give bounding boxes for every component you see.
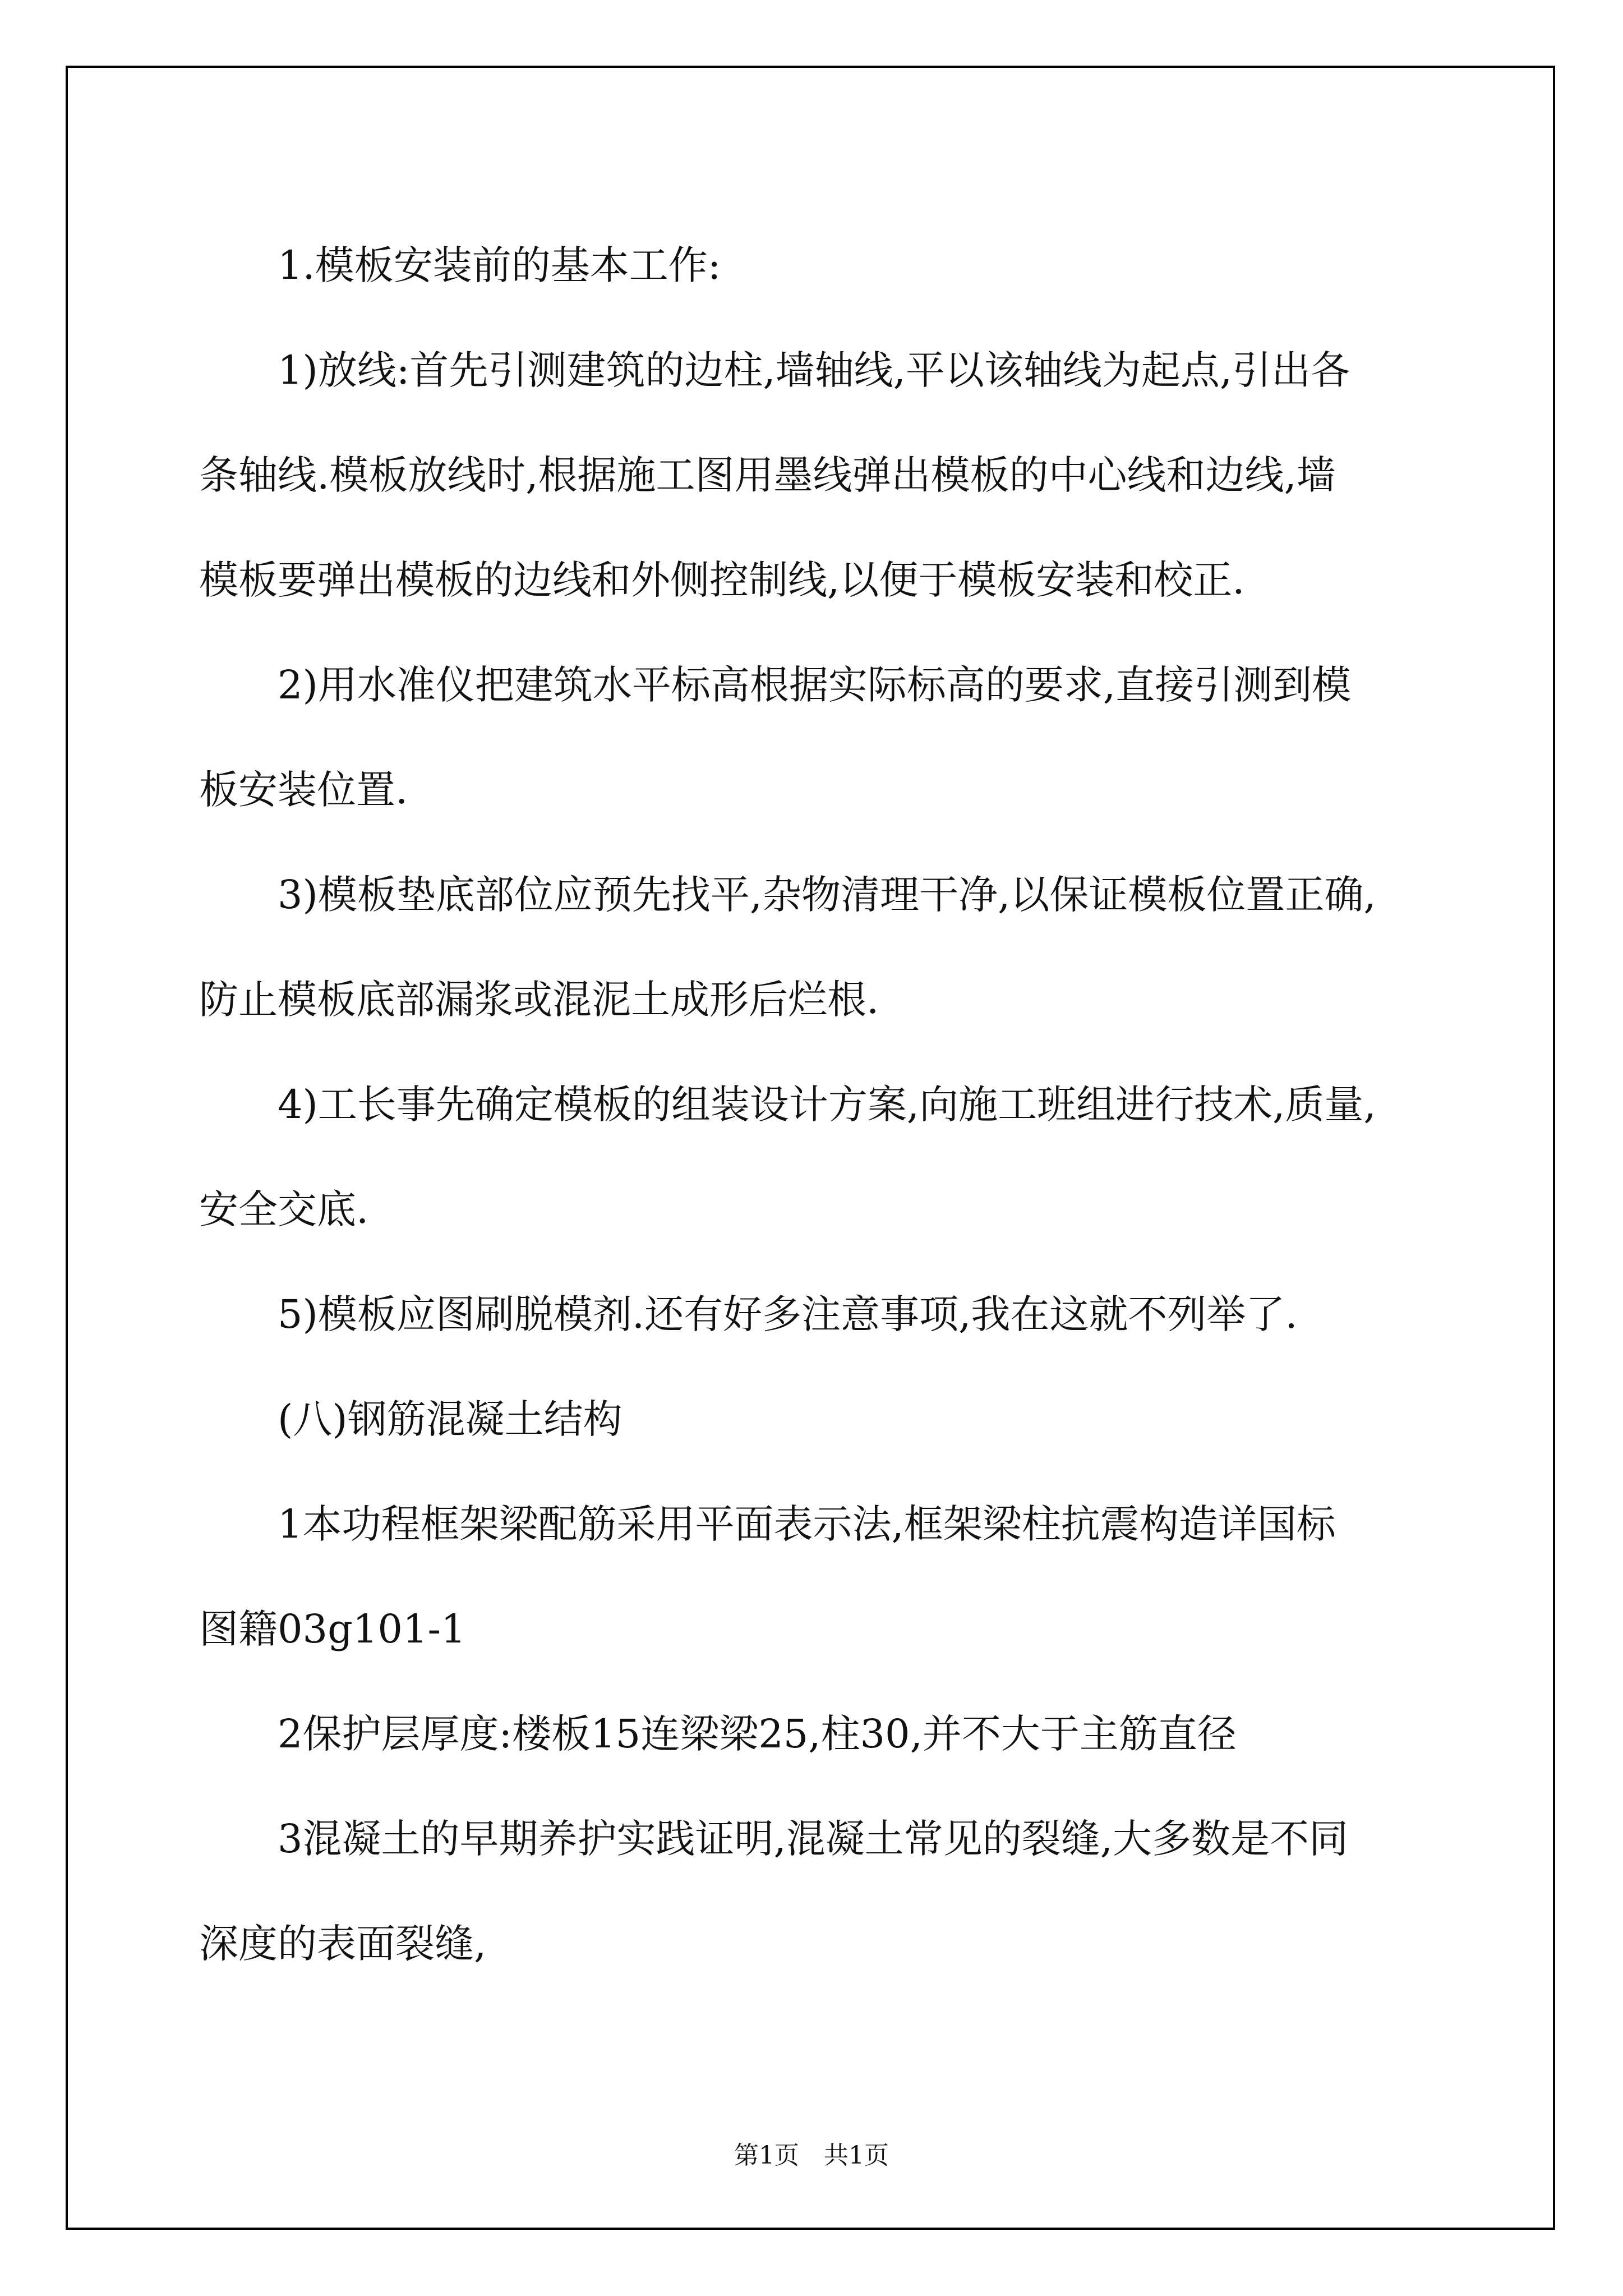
document-line: 2)用水准仪把建筑水平标高根据实际标高的要求,直接引测到模 bbox=[278, 662, 1352, 708]
document-line: 1.模板安装前的基本工作: bbox=[278, 242, 721, 288]
document-line: 板安装位置. bbox=[199, 767, 408, 813]
document-line: 4)工长事先确定模板的组装设计方案,向施工班组进行技术,质量, bbox=[278, 1082, 1376, 1128]
document-line: 图籍03g101-1 bbox=[199, 1606, 466, 1652]
document-body bbox=[199, 213, 1433, 1996]
document-line: 3)模板垫底部位应预先找平,杂物清理干净,以保证模板位置正确, bbox=[278, 872, 1376, 918]
section-heading: (八)钢筋混凝土结构 bbox=[278, 1396, 623, 1442]
document-line: 深度的表面裂缝, bbox=[199, 1921, 487, 1967]
document-line: 1本功程框架梁配筋采用平面表示法,框架梁柱抗震构造详国标 bbox=[278, 1501, 1336, 1547]
document-line: 2保护层厚度:楼板15连梁梁25,柱30,并不大于主筋直径 bbox=[278, 1711, 1237, 1757]
page-number-footer: 第1页 共1页 bbox=[734, 2141, 889, 2170]
document-line: 安全交底. bbox=[199, 1186, 369, 1232]
document-line: 防止模板底部漏浆或混泥土成形后烂根. bbox=[199, 977, 879, 1023]
document-line: 3混凝土的早期养护实践证明,混凝土常见的裂缝,大多数是不同 bbox=[278, 1816, 1349, 1862]
document-line: 条轴线.模板放线时,根据施工图用墨线弹出模板的中心线和边线,墙 bbox=[199, 452, 1336, 498]
document-line: 1)放线:首先引测建筑的边柱,墙轴线,平以该轴线为起点,引出各 bbox=[278, 347, 1350, 393]
document-line: 模板要弹出模板的边线和外侧控制线,以便于模板安装和校正. bbox=[199, 557, 1245, 603]
document-line: 5)模板应图刷脱模剂.还有好多注意事项,我在这就不列举了. bbox=[278, 1291, 1298, 1337]
